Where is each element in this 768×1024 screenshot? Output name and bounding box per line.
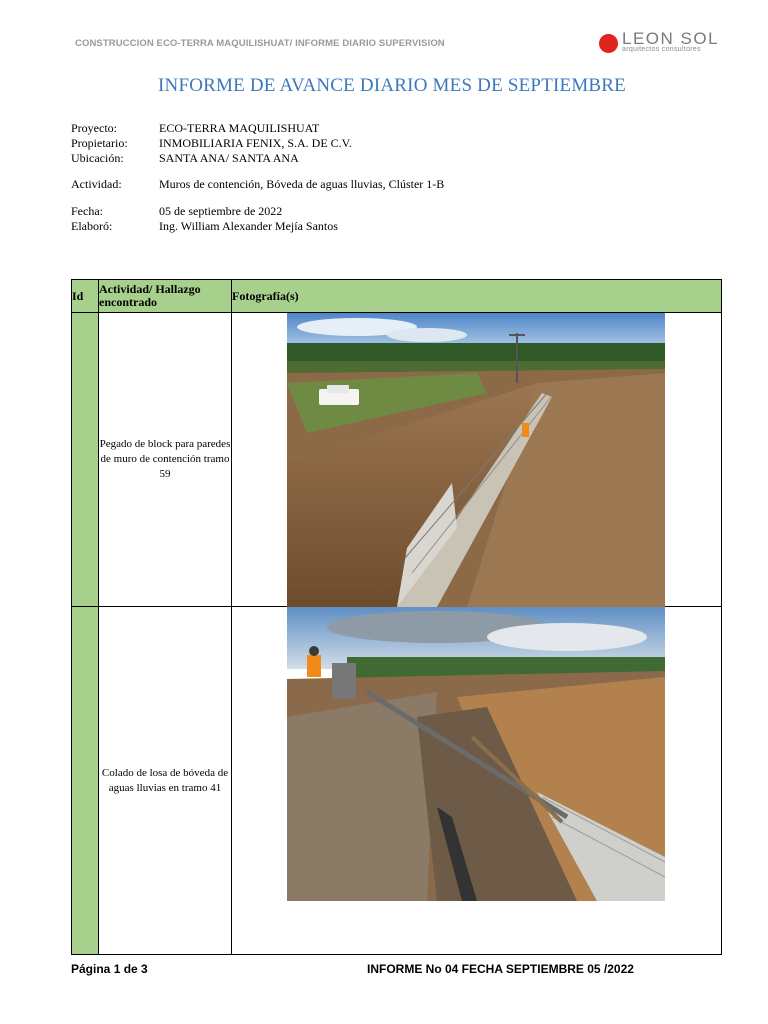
photo-vault-slab-pouring [287, 607, 665, 901]
value-ubicacion: SANTA ANA/ SANTA ANA [159, 151, 299, 165]
value-actividad: Muros de contención, Bóveda de aguas lluvias, Clúster 1-B [159, 177, 445, 191]
value-proyecto: ECO-TERRA MAQUILISHUAT [159, 121, 320, 135]
label-fecha: Fecha: [71, 204, 103, 218]
table-row [72, 607, 722, 955]
header-id: Id [72, 280, 99, 313]
row-id-cell [72, 607, 99, 955]
page-mid: de [120, 962, 142, 976]
header-activity: Actividad/ Hallazgo encontrado [99, 280, 232, 313]
logo-circle-icon [599, 34, 618, 53]
label-elaboro: Elaboró: [71, 219, 113, 233]
running-header-title: CONSTRUCCION ECO-TERRA MAQUILISHUAT/ INFORME DIARIO SUPERVISION [75, 38, 445, 49]
header-photo: Fotografía(s) [232, 280, 722, 313]
report-table [71, 279, 722, 955]
table-row [72, 313, 722, 607]
value-fecha: 05 de septiembre de 2022 [159, 204, 283, 218]
table-header-row [72, 280, 722, 313]
company-logo [599, 29, 720, 57]
row-photo-cell [232, 313, 722, 607]
page-total: 3 [141, 962, 148, 976]
value-propietario: INMOBILIARIA FENIX, S.A. DE C.V. [159, 136, 352, 150]
logo-tagline: arquitectos consultores [622, 46, 701, 53]
value-elaboro: Ing. William Alexander Mejía Santos [159, 219, 338, 233]
label-ubicacion: Ubicación: [71, 151, 124, 165]
row-id-cell [72, 313, 99, 607]
photo-block-wall-trench [287, 313, 665, 607]
row-photo-cell [232, 607, 722, 955]
page-current: 1 [113, 962, 121, 976]
logo-name: LEON SOL [622, 29, 720, 48]
label-propietario: Propietario: [71, 136, 128, 150]
row-activity: Pegado de block para paredes de muro de contención tramo 59 [99, 313, 232, 607]
label-actividad: Actividad: [71, 177, 122, 191]
row-activity: Colado de losa de bóveda de aguas lluvias en tramo 41 [99, 607, 232, 955]
document-title: INFORME DE AVANCE DIARIO MES DE SEPTIEMBRE [158, 75, 626, 96]
label-proyecto: Proyecto: [71, 121, 117, 135]
page-prefix: Página [71, 962, 114, 976]
page-number [71, 962, 148, 976]
footer-report-info: INFORME No 04 FECHA SEPTIEMBRE 05 /2022 [367, 962, 634, 976]
